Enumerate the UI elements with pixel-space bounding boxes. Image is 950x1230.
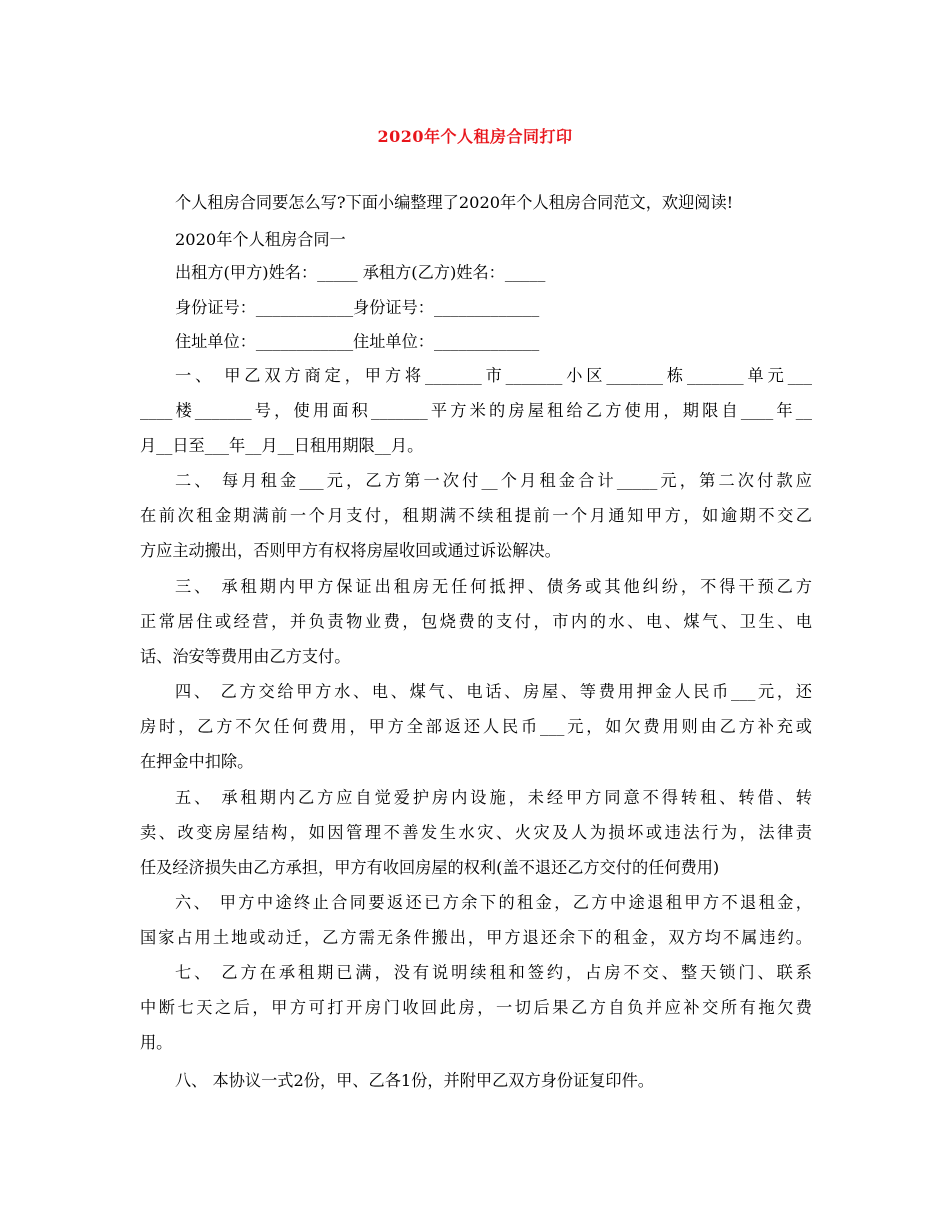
clause-8-line-1: 八、 本协议一式2份，甲、乙各1份，并附甲乙双方身份证复印件。 [175,1071,654,1090]
clause-2-line-2: 在前次租金期满前一个月支付，租期满不续租提前一个月通知甲方，如逾期不交乙 [140,506,812,525]
clause-6-line-2: 国家占用土地或动迁，乙方需无条件搬出，甲方退还余下的租金，双方均不属违约。 [140,928,812,947]
clause-3-line-2: 正常居住或经营，并负责物业费，包烧费的支付，市内的水、电、煤气、卫生、电 [140,612,812,631]
clause-3-line-3: 话、治安等费用由乙方支付。 [140,647,351,666]
clause-5-line-2: 卖、改变房屋结构，如因管理不善发生水灾、火灾及人为损坏或违法行为，法律责 [140,823,812,842]
clause-3-line-1: 三、 承租期内甲方保证出租房无任何抵押、债务或其他纠纷，不得干预乙方 [175,577,812,596]
clause-7-line-3: 用。 [140,1033,173,1052]
party-names: 出租方(甲方)姓名：_____ 承租方(乙方)姓名：_____ [175,263,546,282]
clause-7-line-2: 中断七天之后，甲方可打开房门收回此房，一切后果乙方自负并应补交所有拖欠费 [140,998,812,1017]
contract-subtitle: 2020年个人租房合同一 [175,230,346,249]
clause-7-line-1: 七、 乙方在承租期已满，没有说明续租和签约，占房不交、整天锁门、联系 [175,963,812,982]
clause-5-line-3: 任及经济损失由乙方承担，甲方有收回房屋的权利(盖不退还乙方交付的任何费用) [140,858,720,877]
clause-1-line-2: ____楼_______号，使用面积_______平方米的房屋租给乙方使用，期限自____年__ [140,401,812,420]
clause-4-line-3: 在押金中扣除。 [140,752,254,771]
party-ids: 身份证号：____________身份证号：_____________ [175,298,540,317]
clause-6-line-1: 六、 甲方中途终止合同要返还已方余下的租金，乙方中途退租甲方不退租金， [175,893,812,912]
clause-5-line-1: 五、 承租期内乙方应自觉爱护房内设施，未经甲方同意不得转租、转借、转 [175,788,812,807]
clause-2-line-1: 二、 每月租金___元，乙方第一次付__个月租金合计_____元，第二次付款应 [175,471,812,490]
party-addresses: 住址单位：____________住址单位：_____________ [175,332,540,351]
clause-2-line-3: 方应主动搬出，否则甲方有权将房屋收回或通过诉讼解决。 [140,541,561,560]
intro-text: 个人租房合同要怎么写?下面小编整理了2020年个人租房合同范文，欢迎阅读! [175,193,734,212]
clause-4-line-2: 房时，乙方不欠任何费用，甲方全部返还人民币___元，如欠费用则由乙方补充或 [140,717,812,736]
page-title: 2020年个人租房合同打印 [377,127,573,146]
clause-1-line-3: 月__日至___年__月__日租用期限__月。 [140,436,424,455]
clause-1-line-1: 一、 甲乙双方商定，甲方将_______市_______小区_______栋_______单元___ [175,366,812,385]
clause-4-line-1: 四、 乙方交给甲方水、电、煤气、电话、房屋、等费用押金人民币___元，还 [175,682,812,701]
